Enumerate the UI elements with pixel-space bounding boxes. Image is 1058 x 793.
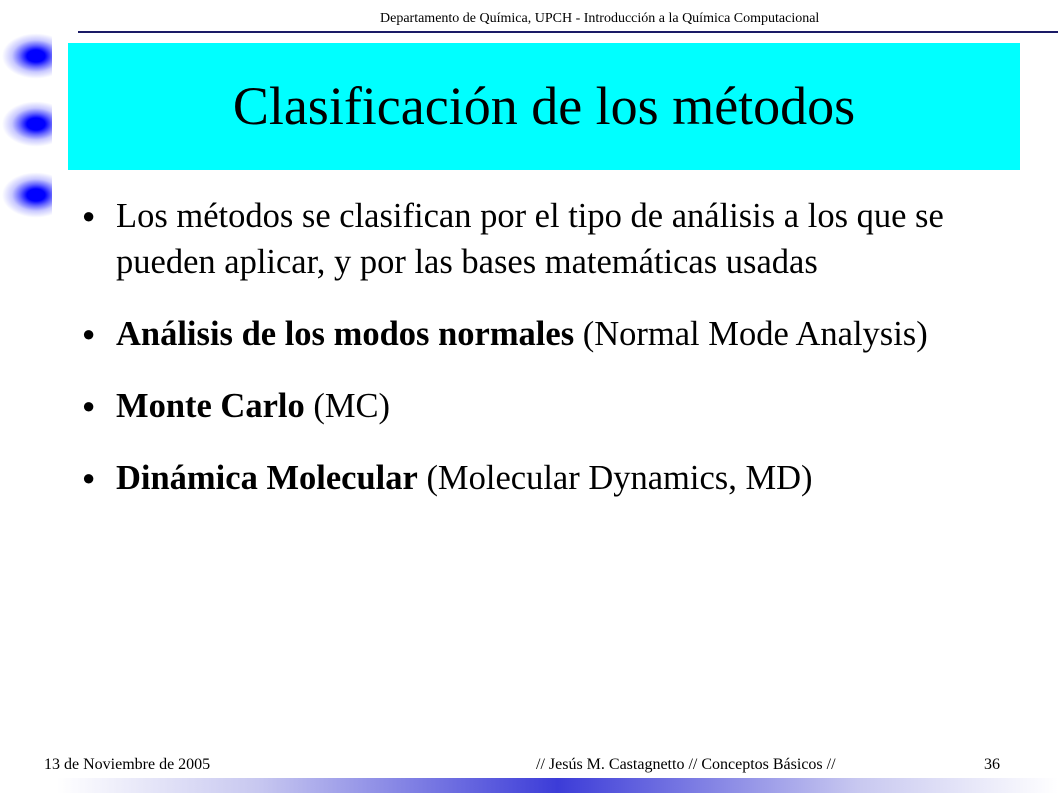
footer-date: 13 de Noviembre de 2005 [44, 756, 211, 773]
page-number: 36 [984, 756, 1000, 773]
bullet-item [82, 383, 1012, 429]
bullet-item [82, 455, 1012, 501]
bullet-marker: ● [82, 393, 96, 418]
bullet-text: (Normal Mode Analysis) [574, 315, 928, 353]
bullet-marker: ● [82, 465, 96, 490]
bullet-marker: ● [82, 321, 96, 346]
bullet-item [82, 311, 1012, 357]
bullet-bold-text: Dinámica Molecular [116, 459, 418, 497]
bullet-list [82, 193, 1012, 527]
footer-author: // Jesús M. Castagnetto // Conceptos Básicos // [536, 756, 836, 773]
header-rule [78, 31, 1058, 33]
slide-title: Clasificación de los métodos [232, 76, 856, 136]
decorative-dot-1 [0, 32, 52, 80]
bullet-item [82, 193, 1012, 285]
bullet-bold-text: Monte Carlo [116, 387, 305, 425]
title-box [68, 43, 1020, 170]
bullet-text: (Molecular Dynamics, MD) [417, 459, 813, 497]
bullet-text: Los métodos se clasifican por el tipo de análisis a los que se pueden aplicar, y por las bases matemáticas usadas [116, 197, 944, 281]
decorative-dot-2 [0, 100, 52, 148]
bullet-marker: ● [82, 203, 96, 228]
bullet-text: (MC) [304, 387, 391, 425]
footer-gradient-bar [57, 778, 1058, 793]
header-text: Departamento de Química, UPCH - Introducción a la Química Computacional [380, 11, 820, 26]
decorative-dot-3 [0, 171, 52, 219]
bullet-bold-text: Análisis de los modos normales [116, 315, 575, 353]
